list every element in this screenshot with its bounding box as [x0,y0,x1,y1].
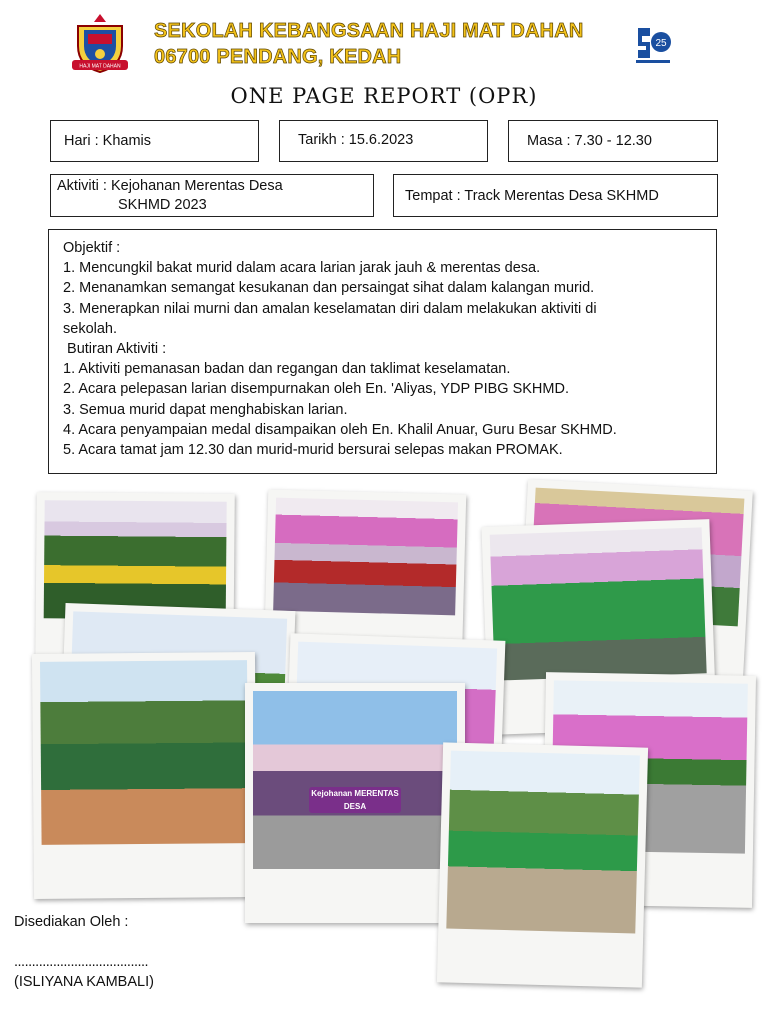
butiran-heading: Butiran Aktiviti : [63,341,167,358]
tarikh-box [279,120,488,162]
objektif-item: 2. Menanamkan semangat kesukanan dan persaingat sihat dalam kalangan murid. [63,280,595,297]
objektif-heading: Objektif : [63,240,121,256]
ministry-logo [632,22,674,66]
hari-text: Hari : Khamis [64,133,152,149]
aktiviti-line2: SKHMD 2023 [118,197,207,213]
tarikh-text: Tarikh : 15.6.2023 [298,132,414,148]
butiran-item: 3. Semua murid dapat menghabiskan larian. [63,401,348,418]
event-banner: Kejohanan MERENTAS DESA [309,787,401,813]
signature-line: ...................................... [14,954,149,970]
document-title: ONE PAGE REPORT (OPR) [230,84,538,108]
hari-box [50,120,259,162]
aktiviti-box [50,174,374,217]
masa-text: Masa : 7.30 - 12.30 [527,133,652,149]
objektif-item: sekolah. [63,320,118,337]
photo-running-students [437,742,648,987]
masa-box [508,120,718,162]
butiran-item: 4. Acara penyampaian medal disampaikan oleh En. Khalil Anuar, Guru Besar SKHMD. [63,421,617,438]
tempat-text: Tempat : Track Merentas Desa SKHMD [405,188,659,204]
school-crest-logo [70,12,130,76]
svg-text:25: 25 [655,38,667,49]
butiran-item: 1. Aktiviti pemanasan badan dan regangan dan taklimat keselamatan. [63,361,511,378]
school-name-line1: SEKOLAH KEBANGSAAN HAJI MAT DAHAN [154,20,584,42]
objektif-item: 3. Menerapkan nilai murni dan amalan keselamatan diri dalam melakukan aktiviti di [63,300,597,317]
aktiviti-line1: Aktiviti : Kejohanan Merentas Desa [57,178,283,194]
photo-warmup-assembly [32,652,257,899]
butiran-item: 5. Acara tamat jam 12.30 dan murid-murid bersurai selepas makan PROMAK. [63,442,563,459]
school-name [154,18,584,70]
photo-banner-group [245,683,465,923]
tempat-box [393,174,718,217]
butiran-item: 2. Acara pelepasan larian disempurnakan oleh En. 'Aliyas, YDP PIBG SKHMD. [63,381,569,398]
preparer-name: (ISLIYANA KAMBALI) [14,974,154,990]
school-address-line2: 06700 PENDANG, KEDAH [154,46,402,68]
objektif-item: 1. Mencungkil bakat murid dalam acara larian jarak jauh & merentas desa. [63,260,541,277]
prepared-by-label: Disediakan Oleh : [14,914,129,930]
objektif-box [48,229,717,474]
svg-text:HAJI MAT DAHAN: HAJI MAT DAHAN [79,63,121,70]
